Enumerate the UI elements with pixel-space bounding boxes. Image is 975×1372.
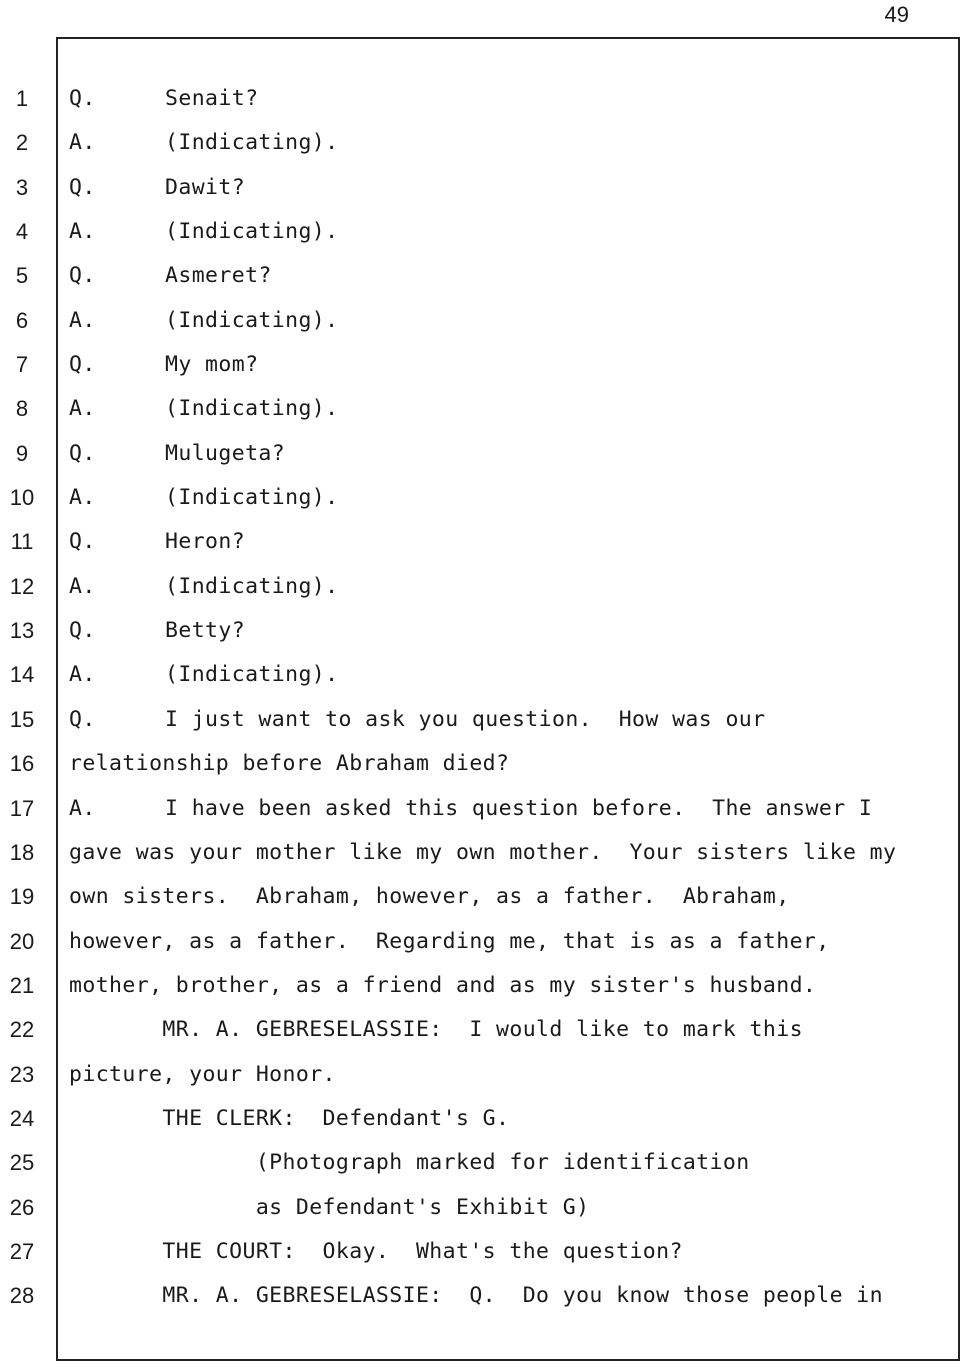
transcript-line [69,343,949,387]
line-number: 27 [9,1238,35,1264]
speaker-marker: A. [69,396,96,422]
line-number: 25 [9,1150,35,1176]
line-text: Mulugeta? [165,440,286,466]
transcript-line [69,831,949,875]
line-number: 1 [15,86,29,111]
transcript-line [69,1274,949,1318]
line-number: 22 [9,1017,35,1043]
line-number: 11 [10,529,34,555]
line-text: (Photograph marked for identification [69,1150,750,1176]
transcript-line [69,166,949,210]
transcript-line [69,432,949,476]
line-number: 12 [9,573,35,599]
line-number: 7 [15,352,29,378]
transcript-line [69,1053,949,1097]
speaker-marker: Q. [69,174,96,200]
line-number: 18 [9,839,35,865]
line-number: 24 [9,1105,35,1131]
speaker-marker: A. [69,573,96,599]
line-text: as Defendant's Exhibit G) [69,1194,590,1220]
line-number: 14 [9,662,35,688]
transcript-line [69,1230,949,1274]
line-text: however, as a father. Regarding me, that is as a father, [69,928,830,954]
transcript-line [69,698,949,742]
line-text: (Indicating). [165,307,339,333]
transcript-body [69,77,949,1319]
line-text: (Indicating). [165,219,339,245]
line-text: picture, your Honor. [69,1061,336,1087]
line-text: My mom? [165,352,259,378]
line-text: (Indicating). [165,662,339,688]
line-text: Betty? [165,618,246,644]
speaker-marker: Q. [69,706,96,732]
line-number: 16 [9,751,35,777]
line-number-column [0,77,44,1319]
line-text: THE COURT: Okay. What's the question? [69,1238,683,1264]
speaker-marker: A. [69,219,96,245]
transcript-line [69,1186,949,1230]
line-text: own sisters. Abraham, however, as a father. Abraham, [69,884,790,910]
line-text: THE CLERK: Defendant's G. [69,1105,510,1131]
speaker-marker: A. [69,130,96,156]
transcript-line [69,920,949,964]
transcript-line [69,387,949,431]
line-number: 21 [9,972,35,998]
line-text: MR. A. GEBRESELASSIE: I would like to mark this [69,1017,803,1043]
line-number: 26 [9,1194,35,1220]
transcript-line [69,1097,949,1141]
line-number: 8 [15,396,29,422]
line-number: 15 [9,706,35,732]
line-text: I just want to ask you question. How was our [165,706,766,732]
speaker-marker: A. [69,307,96,333]
line-text: (Indicating). [165,130,339,156]
line-number: 4 [15,219,29,245]
transcript-line [69,653,949,697]
line-number: 9 [15,440,29,466]
line-text: (Indicating). [165,396,339,422]
line-number: 2 [15,130,29,156]
speaker-marker: Q. [69,352,96,378]
speaker-marker: A. [69,485,96,511]
line-text: gave was your mother like my own mother. Your sisters like my [69,839,897,865]
line-number: 19 [9,884,35,910]
speaker-marker: Q. [69,618,96,644]
line-text: (Indicating). [165,485,339,511]
transcript-line [69,609,949,653]
line-text: (Indicating). [165,573,339,599]
line-text: relationship before Abraham died? [69,751,510,777]
line-text: I have been asked this question before. The answer I [165,795,873,821]
speaker-marker: A. [69,662,96,688]
line-text: Heron? [165,529,246,555]
transcript-line [69,1141,949,1185]
line-number: 20 [9,928,35,954]
line-text: Asmeret? [165,263,272,289]
transcript-line [69,964,949,1008]
line-number: 6 [15,307,29,333]
line-text: Senait? [165,86,259,111]
speaker-marker: Q. [69,440,96,466]
line-number: 5 [15,263,29,289]
transcript-line [69,875,949,919]
transcript-line [69,1008,949,1052]
line-number: 23 [9,1061,35,1087]
transcript-line [69,77,949,121]
line-text: MR. A. GEBRESELASSIE: Q. Do you know those people in [69,1283,883,1309]
speaker-marker: Q. [69,86,96,111]
speaker-marker: Q. [69,263,96,289]
transcript-line [69,520,949,564]
speaker-marker: A. [69,795,96,821]
transcript-line [69,254,949,298]
transcript-line [69,565,949,609]
line-number: 10 [9,485,35,511]
speaker-marker: Q. [69,529,96,555]
line-number: 13 [9,618,35,644]
line-text: mother, brother, as a friend and as my sister's husband. [69,972,817,998]
page-number: 49 [884,2,909,27]
transcript-line [69,210,949,254]
line-number: 17 [9,795,35,821]
line-number: 3 [15,174,29,200]
line-text: Dawit? [165,174,246,200]
transcript-line [69,787,949,831]
transcript-line [69,476,949,520]
transcript-line [69,299,949,343]
line-number: 28 [9,1283,35,1309]
transcript-line [69,121,949,165]
transcript-line [69,742,949,786]
